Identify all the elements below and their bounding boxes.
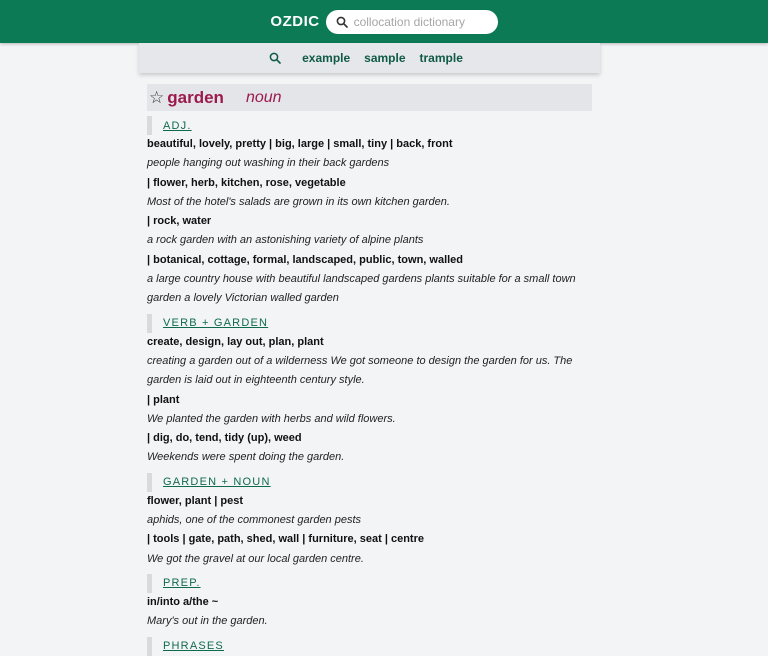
example-sentence: We planted the garden with herbs and wild flowers. <box>147 412 396 425</box>
collocation-line: | tools | gate, path, shed, wall | furniture, seat | centre <box>147 533 424 546</box>
top-bar <box>0 0 768 43</box>
category-link[interactable]: PHRASES <box>163 640 224 653</box>
category-link[interactable]: VERB + GARDEN <box>163 317 269 330</box>
example-sentence: Mary's out in the garden. <box>147 615 268 628</box>
entry-sections <box>147 116 592 656</box>
example-sentence: Weekends were spent doing the garden. <box>147 451 345 464</box>
category-link[interactable]: GARDEN + NOUN <box>163 476 271 489</box>
collocation-line: create, design, lay out, plan, plant <box>147 335 324 348</box>
category-header <box>147 473 592 492</box>
suggestion-search-icon[interactable] <box>269 52 281 64</box>
category-header <box>147 314 592 333</box>
collocation-line: | dig, do, tend, tidy (up), weed <box>147 432 302 445</box>
category-link[interactable]: ADJ. <box>163 119 192 132</box>
headword: garden <box>167 87 224 107</box>
category-header <box>147 574 592 593</box>
example-sentence: creating a garden out of a wilderness We got someone to design the garden for us. The garden is laid out in eighteenth century style. <box>147 354 573 387</box>
brand-logo[interactable]: OZDIC <box>270 13 320 30</box>
example-sentence: a rock garden with an astonishing variety of alpine plants <box>147 234 424 247</box>
collocation-line: | botanical, cottage, formal, landscaped, public, town, walled <box>147 253 464 266</box>
example-sentence: Most of the hotel's salads are grown in its own kitchen garden. <box>147 195 450 208</box>
part-of-speech: noun <box>245 88 282 106</box>
suggestion-link-sample[interactable]: sample <box>364 51 406 65</box>
suggestion-link-example[interactable]: example <box>302 51 351 65</box>
collocation-line: beautiful, lovely, pretty | big, large | small, tiny | back, front <box>147 138 453 150</box>
search-box[interactable] <box>326 10 498 34</box>
search-input[interactable] <box>354 15 484 29</box>
category-header <box>147 116 592 135</box>
example-sentence: aphids, one of the commonest garden pests <box>147 514 362 527</box>
collocation-line: | rock, water <box>147 215 212 228</box>
suggestion-bar <box>139 43 600 73</box>
collocation-line: in/into a/the ~ <box>147 595 219 608</box>
example-sentence: a large country house with beautiful landscaped gardens plants suitable for a small town garden a lovely Victorian walled garden <box>147 273 576 305</box>
headword-bar <box>147 84 592 111</box>
collocation-line: | flower, herb, kitchen, rose, vegetable <box>147 176 346 189</box>
entry-content <box>147 84 592 656</box>
collocation-line: flower, plant | pest <box>147 494 243 507</box>
star-icon[interactable]: ☆ <box>149 88 165 107</box>
search-icon <box>336 16 348 28</box>
example-sentence: people hanging out washing in their back gardens <box>147 157 390 170</box>
category-link[interactable]: PREP. <box>163 577 201 590</box>
example-sentence: We got the gravel at our local garden centre. <box>147 552 364 565</box>
suggestion-link-trample[interactable]: trample <box>419 51 463 65</box>
collocation-line: | plant <box>147 393 180 406</box>
category-header <box>147 637 592 656</box>
